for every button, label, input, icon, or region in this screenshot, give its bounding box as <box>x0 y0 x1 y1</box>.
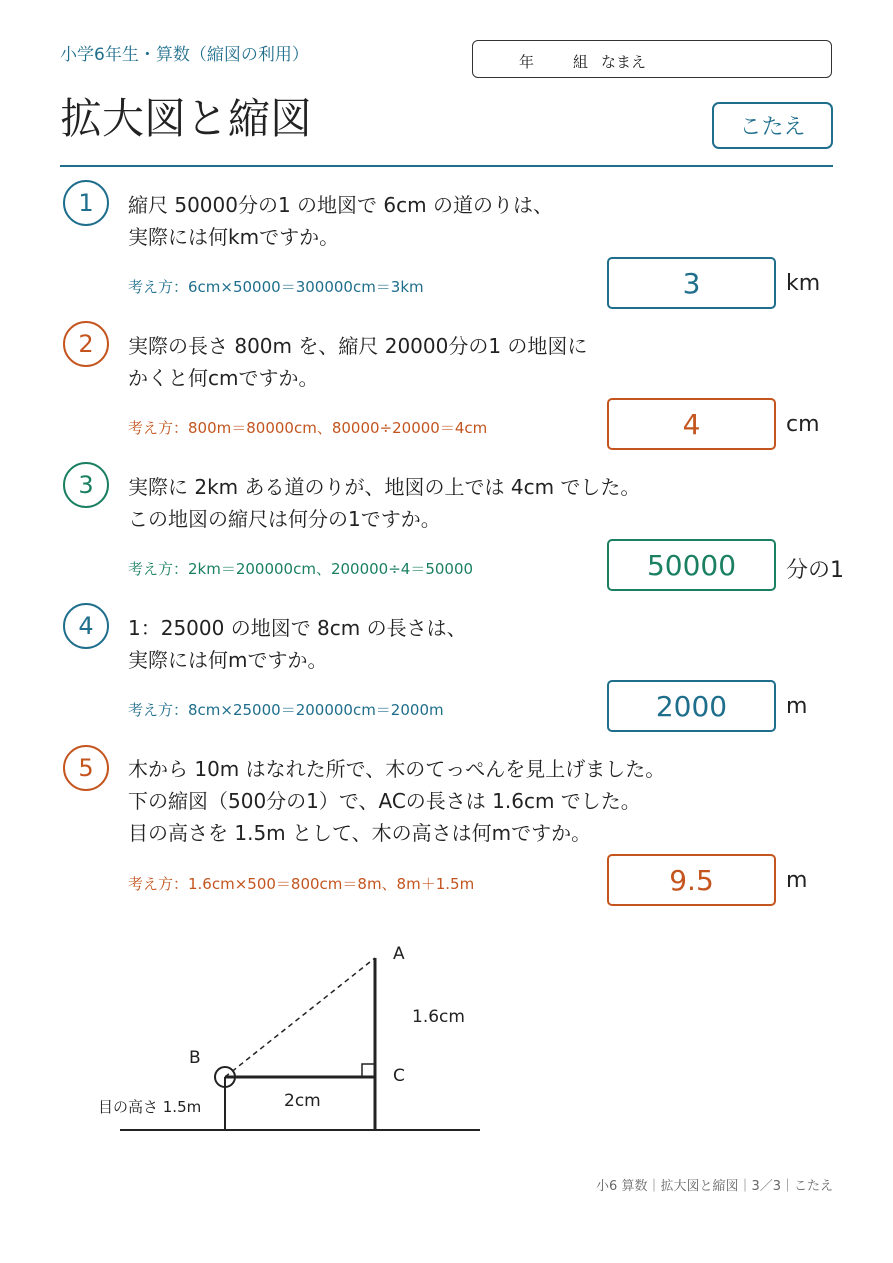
diagram-label-b: B <box>189 1048 201 1068</box>
page-footer: 小6 算数｜拡大図と縮図｜3／3｜こたえ <box>596 1179 833 1194</box>
question-1-answer-box: 3 <box>607 257 776 309</box>
question-1-line-2: 実際には何kmですか。 <box>128 225 340 249</box>
question-5-line-3: 目の高さを 1.5m として、木の高さは何mですか。 <box>128 821 592 845</box>
question-1-line-1: 縮尺 50000分の1 の地図で 6cm の道のりは、 <box>128 193 553 217</box>
name-box-class: 組 <box>573 53 589 71</box>
question-3-hint: 考え方：2km＝200000cm、200000÷4＝50000 <box>128 560 474 578</box>
question-3-line-2: この地図の縮尺は何分の1ですか。 <box>128 507 441 531</box>
right-angle-mark <box>362 1064 375 1077</box>
question-number-4: 4 <box>63 603 109 649</box>
question-4-line-1: 1：25000 の地図で 8cm の長さは、 <box>128 616 467 640</box>
question-number-2: 2 <box>63 321 109 367</box>
question-5-answer-box: 9.5 <box>607 854 776 906</box>
diagram-label-c: C <box>393 1066 405 1086</box>
question-5-line-2: 下の縮図（500分の1）で、ACの長さは 1.6cm でした。 <box>128 789 641 813</box>
question-2-line-1: 実際の長さ 800m を、縮尺 20000分の1 の地図に <box>128 334 588 358</box>
diagram-label-a: A <box>393 944 405 964</box>
subject-label: 小学6年生・算数（縮図の利用） <box>60 45 309 65</box>
diagram-label-eye-height: 目の高さ 1.5m <box>98 1098 202 1116</box>
question-2-answer-box: 4 <box>607 398 776 450</box>
question-2-hint: 考え方：800m＝80000cm、80000÷20000＝4cm <box>128 419 488 437</box>
question-number-3: 3 <box>63 462 109 508</box>
question-5-hint: 考え方：1.6cm×500＝800cm＝8m、8m＋1.5m <box>128 875 475 893</box>
sight-line-ab <box>225 958 375 1077</box>
question-5-line-1: 木から 10m はなれた所で、木のてっぺんを見上げました。 <box>128 757 666 781</box>
question-3-answer-box: 50000 <box>607 539 776 591</box>
question-4-line-2: 実際には何mですか。 <box>128 648 328 672</box>
question-number-1: 1 <box>63 180 109 226</box>
question-2-unit: cm <box>786 412 820 437</box>
diagram-label-bc: 2cm <box>284 1091 321 1111</box>
page-title: 拡大図と縮図 <box>60 94 313 143</box>
question-2-line-2: かくと何cmですか。 <box>128 366 319 390</box>
name-box-name: なまえ <box>601 53 647 71</box>
name-box-year: 年 <box>519 53 535 71</box>
question-3-line-1: 実際に 2km ある道のりが、地図の上では 4cm でした。 <box>128 475 641 499</box>
question-3-unit: 分の1 <box>786 558 844 583</box>
question-5-unit: m <box>786 868 808 893</box>
diagram-label-ac: 1.6cm <box>412 1007 465 1027</box>
question-4-hint: 考え方：8cm×25000＝200000cm＝2000m <box>128 701 444 719</box>
question-4-unit: m <box>786 694 808 719</box>
question-1-hint: 考え方：6cm×50000＝300000cm＝3km <box>128 278 424 296</box>
answer-badge: こたえ <box>712 102 833 149</box>
question-number-5: 5 <box>63 745 109 791</box>
question-1-unit: km <box>786 271 821 296</box>
question-4-answer-box: 2000 <box>607 680 776 732</box>
